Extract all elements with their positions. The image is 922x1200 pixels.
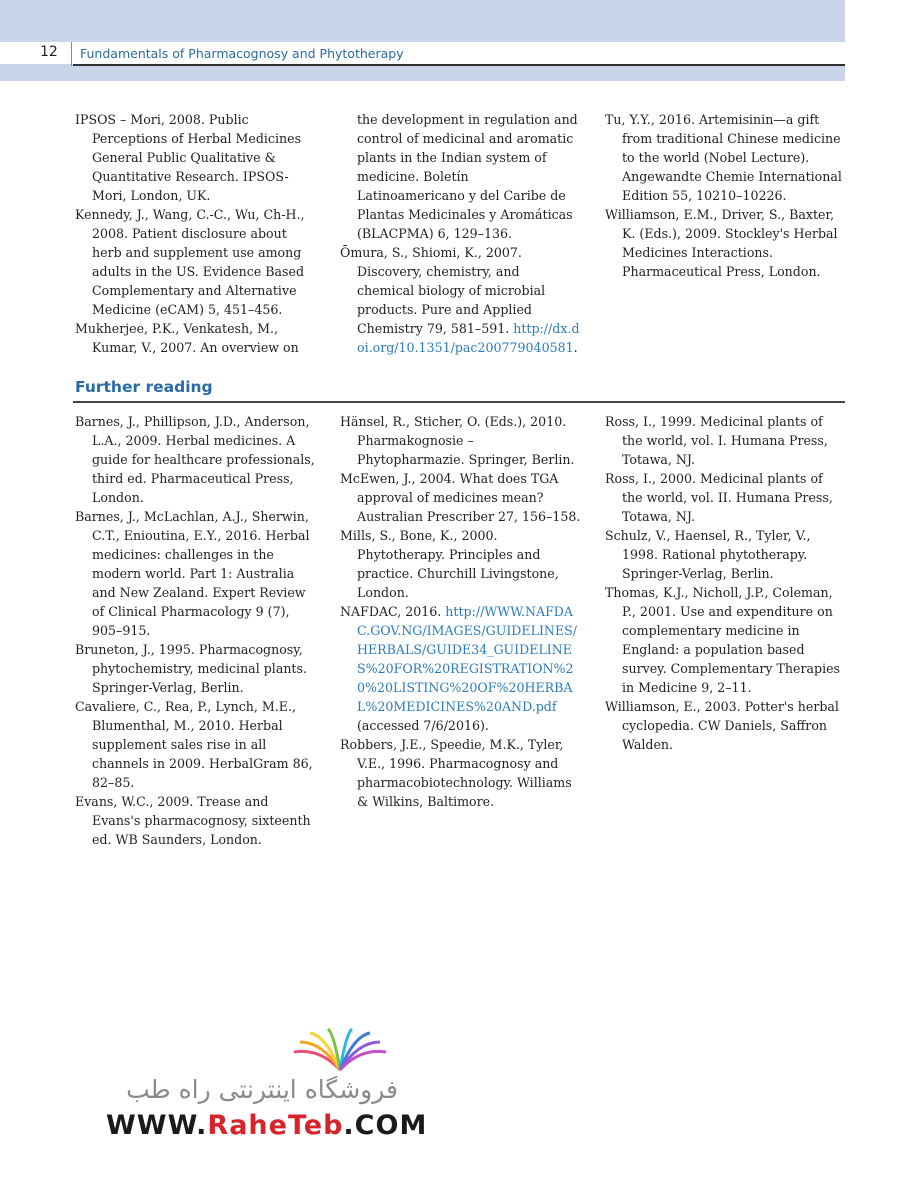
further-reading-column-1: [75, 412, 317, 849]
reference-text: Ōmura, S., Shiomi, K., 2007. Discovery, chemistry, and chemical biology of microbial products. Pure and Applied Chemistry 79, 581–591.: [340, 245, 546, 336]
reference-entry: Barnes, J., Phillipson, J.D., Anderson, L.A., 2009. Herbal medicines. A guide for healthcare professionals, third ed. Pharmaceutical Press, London.: [75, 414, 315, 505]
reference-entry: Ross, I., 2000. Medicinal plants of the world, vol. II. Humana Press, Totawa, NJ.: [605, 471, 833, 524]
running-title: Fundamentals of Pharmacognosy and Phytotherapy: [80, 46, 404, 61]
reference-entry: Ross, I., 1999. Medicinal plants of the world, vol. I. Humana Press, Totawa, NJ.: [605, 414, 828, 467]
header-band-bottom: [0, 64, 845, 81]
reference-tail: (accessed 7/6/2016).: [357, 718, 489, 733]
reference-entry: Mukherjee, P.K., Venkatesh, M., Kumar, V., 2007. An overview on: [75, 321, 299, 355]
watermark-url-brand: RaheTeb: [207, 1110, 344, 1141]
reference-entry: [340, 602, 582, 735]
header-rule: [73, 64, 845, 66]
reference-tail: .: [573, 340, 578, 355]
header-divider: [71, 42, 72, 66]
section-rule: [73, 401, 845, 403]
references-column-2: [340, 110, 580, 357]
watermark-persian-text: فروشگاه اینترنتی راه طب: [126, 1075, 398, 1104]
page-number: 12: [40, 44, 58, 60]
reference-entry: Barnes, J., McLachlan, A.J., Sherwin, C.T., Enioutina, E.Y., 2016. Herbal medicines: challenges in the modern world. Part 1: Australia and New Zealand. Expert Review of Clinical Pharmacology 9 (7), 905–915.: [75, 509, 310, 638]
reference-entry: Williamson, E., 2003. Potter's herbal cyclopedia. CW Daniels, Saffron Walden.: [605, 699, 839, 752]
reference-entry: Tu, Y.Y., 2016. Artemisinin—a gift from traditional Chinese medicine to the world (Nobel Lecture). Angewandte Chemie International Edition 55, 10210–10226.: [605, 112, 842, 203]
references-column-3: [605, 110, 845, 281]
further-reading-heading: Further reading: [75, 378, 213, 396]
reference-entry: Williamson, E.M., Driver, S., Baxter, K. (Eds.), 2009. Stockley's Herbal Medicines Interactions. Pharmaceutical Press, London.: [605, 207, 838, 279]
reference-entry: McEwen, J., 2004. What does TGA approval of medicines mean? Australian Prescriber 27, 156–158.: [340, 471, 581, 524]
nafdac-link[interactable]: http://WWW.NAFDAC.GOV.NG/IMAGES/GUIDELINES/HERBALS/GUIDE34_GUIDELINES%20FOR%20REGISTRATION%20%20LISTING%20OF%20HERBAL%20MEDICINES%20AND.pdf: [357, 604, 578, 714]
further-reading-column-2: [340, 412, 582, 811]
watermark-url-suffix: .COM: [343, 1110, 428, 1141]
reference-entry: Hänsel, R., Sticher, O. (Eds.), 2010. Pharmakognosie – Phytopharmazie. Springer, Berlin.: [340, 414, 575, 467]
doi-link[interactable]: http://dx.doi.org/10.1351/pac200779040581: [357, 321, 580, 355]
reference-entry: Cavaliere, C., Rea, P., Lynch, M.E., Blumenthal, M., 2010. Herbal supplement sales rise in all channels in 2009. HerbalGram 86, 82–85.: [75, 699, 313, 790]
reference-entry: [340, 243, 580, 357]
reference-entry: Mills, S., Bone, K., 2000. Phytotherapy. Principles and practice. Churchill Livingstone, London.: [340, 528, 559, 600]
book-logo-icon: [290, 1028, 390, 1074]
references-column-1: [75, 110, 313, 357]
reference-entry: Evans, W.C., 2009. Trease and Evans's pharmacognosy, sixteenth ed. WB Saunders, London.: [75, 794, 311, 847]
watermark-url-prefix: WWW.: [106, 1110, 208, 1141]
header-band: [0, 0, 845, 42]
reference-entry: Schulz, V., Haensel, R., Tyler, V., 1998. Rational phytotherapy. Springer-Verlag, Berlin.: [605, 528, 811, 581]
watermark-url: [106, 1110, 427, 1141]
reference-entry: Bruneton, J., 1995. Pharmacognosy, phytochemistry, medicinal plants. Springer-Verlag, Berlin.: [75, 642, 307, 695]
reference-continuation: the development in regulation and control of medicinal and aromatic plants in the Indian system of medicine. Boletín Latinoamericano y del Caribe de Plantas Medicinales y Aromáticas (BLACPMA) 6, 129–136.: [357, 112, 578, 241]
reference-entry: Robbers, J.E., Speedie, M.K., Tyler, V.E., 1996. Pharmacognosy and pharmacobiotechnology. Williams & Wilkins, Baltimore.: [340, 737, 572, 809]
reference-entry: Kennedy, J., Wang, C.-C., Wu, Ch-H., 2008. Patient disclosure about herb and supplement use among adults in the US. Evidence Based Complementary and Alternative Medicine (eCAM) 5, 451–456.: [75, 207, 305, 317]
further-reading-column-3: [605, 412, 847, 754]
reference-text: NAFDAC, 2016.: [340, 604, 446, 619]
reference-entry: Thomas, K.J., Nicholl, J.P., Coleman, P., 2001. Use and expenditure on complementary medicine in England: a population based survey. Complementary Therapies in Medicine 9, 2–11.: [605, 585, 841, 695]
reference-entry: IPSOS – Mori, 2008. Public Perceptions of Herbal Medicines General Public Qualitative & Quantitative Research. IPSOS-Mori, London, UK.: [75, 112, 302, 203]
